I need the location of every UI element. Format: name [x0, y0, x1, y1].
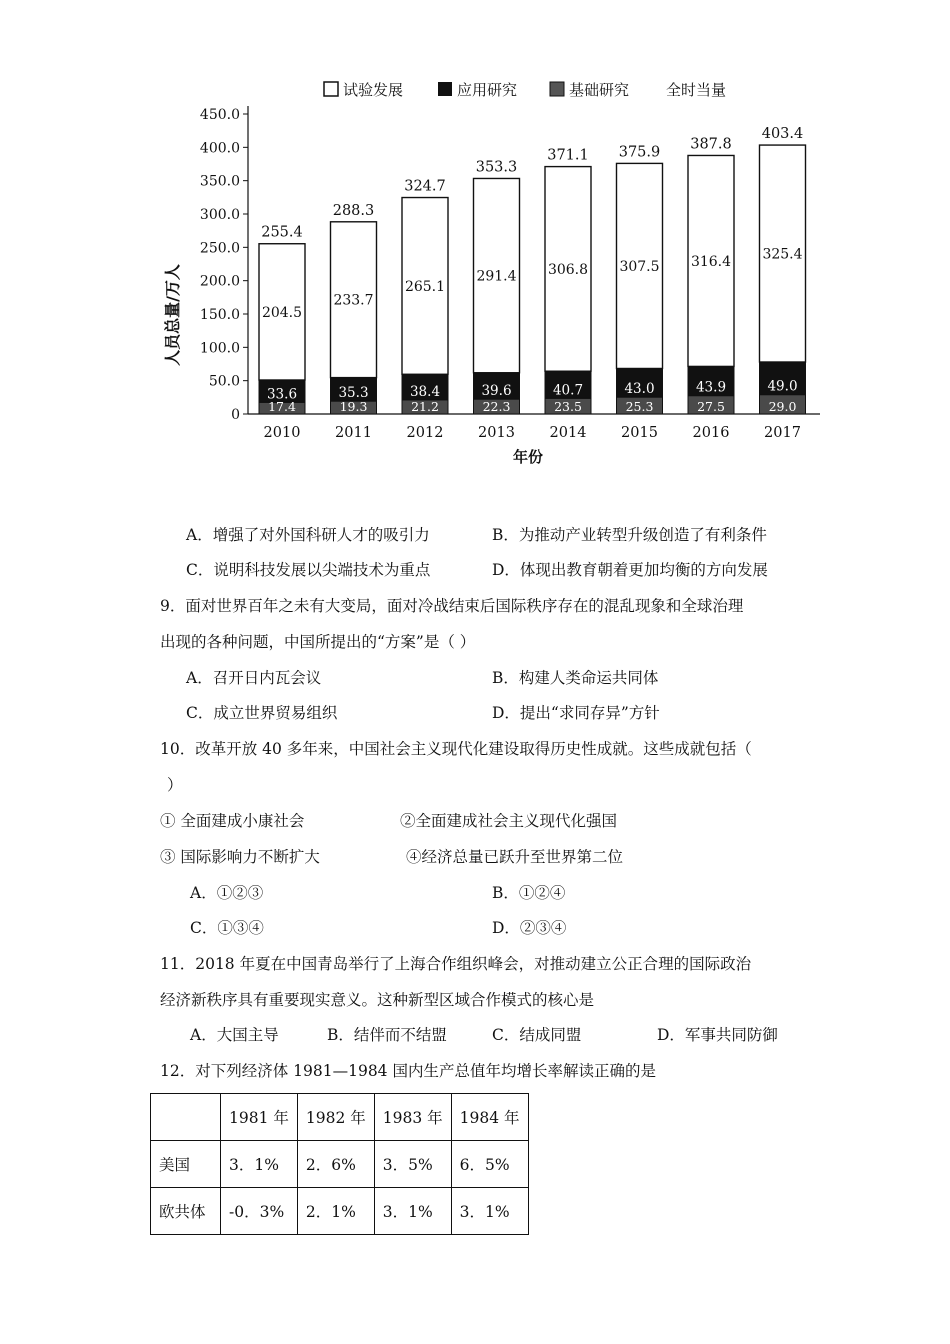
q11-option-a[interactable]: A．大国主导 — [190, 1026, 279, 1044]
q9-option-a[interactable]: A．召开日内瓦会议 — [186, 669, 322, 687]
data-label-total: 288.3 — [332, 202, 375, 219]
data-label-basic: 25.3 — [625, 399, 654, 414]
table-header-cell: 1984 年 — [451, 1094, 528, 1141]
y-tick-label: 300.0 — [199, 207, 240, 223]
x-tick-label: 2017 — [764, 425, 801, 441]
data-label-total: 255.4 — [261, 224, 303, 241]
data-label-applied: 49.0 — [767, 378, 798, 395]
q11-stem-line1: 11．2018 年夏在中国青岛举行了上海合作组织峰会，对推动建立公正合理的国际政治 — [160, 955, 752, 973]
q10-item-3: ③ 国际影响力不断扩大 — [160, 848, 320, 866]
table-header-cell: 1983 年 — [374, 1094, 451, 1141]
q9-option-c[interactable]: C．成立世界贸易组织 — [186, 704, 338, 722]
x-tick-label: 2014 — [549, 425, 587, 441]
data-label-applied: 43.9 — [695, 379, 727, 396]
q11-option-d[interactable]: D．军事共同防御 — [657, 1026, 778, 1044]
table-row — [151, 1188, 529, 1235]
data-label-applied: 38.4 — [409, 383, 441, 400]
gdp-growth-table — [150, 1093, 529, 1235]
data-label-applied: 33.6 — [266, 386, 298, 403]
table-cell: 2．6% — [297, 1141, 374, 1188]
data-label-basic: 22.3 — [482, 399, 511, 414]
data-label-applied: 40.7 — [552, 382, 584, 399]
legend-label-experimental: 试验发展 — [343, 81, 404, 99]
table-cell: 3．1% — [451, 1188, 528, 1235]
q10-option-d[interactable]: D．②③④ — [492, 919, 567, 937]
data-label-experimental: 316.4 — [690, 253, 732, 270]
q10-item-4: ④经济总量已跃升至世界第二位 — [406, 848, 624, 866]
legend-label-applied: 应用研究 — [457, 81, 518, 99]
table-cell: 2．1% — [297, 1188, 374, 1235]
q10-option-c[interactable]: C．①③④ — [190, 919, 264, 937]
data-label-basic: 29.0 — [768, 399, 797, 414]
data-label-total: 324.7 — [404, 178, 446, 195]
data-label-experimental: 325.4 — [762, 246, 803, 263]
q10-item-2: ②全面建成社会主义现代化强国 — [400, 812, 618, 830]
q10-option-a[interactable]: A．①②③ — [190, 884, 264, 902]
table-header-cell — [151, 1094, 221, 1141]
q8-option-c[interactable]: C．说明科技发展以尖端技术为重点 — [186, 561, 431, 579]
x-tick-label: 2016 — [692, 425, 730, 441]
q9-option-d[interactable]: D．提出“求同存异”方针 — [492, 704, 660, 722]
q10-item-1: ① 全面建成小康社会 — [160, 812, 305, 830]
table-row — [151, 1141, 529, 1188]
data-label-basic: 27.5 — [697, 399, 725, 414]
data-label-total: 387.8 — [690, 136, 732, 153]
q8-option-a[interactable]: A．增强了对外国科研人才的吸引力 — [186, 526, 430, 544]
data-label-experimental: 265.1 — [404, 278, 446, 295]
legend-swatch-applied — [438, 82, 452, 96]
q11-option-b[interactable]: B．结伴而不结盟 — [327, 1026, 447, 1044]
q10-stem-line2: ） — [167, 776, 183, 794]
legend-swatch-experimental — [324, 82, 338, 96]
q11-stem-line2: 经济新秩序具有重要现实意义。这种新型区域合作模式的核心是 — [160, 991, 595, 1009]
table-cell: 3．1% — [374, 1188, 451, 1235]
q9-stem-line2: 出现的各种问题，中国所提出的“方案”是（ ） — [160, 633, 476, 651]
data-label-basic: 19.3 — [339, 399, 368, 414]
y-tick-label: 0 — [231, 407, 240, 423]
data-label-basic: 23.5 — [554, 399, 582, 414]
data-label-applied: 43.0 — [624, 381, 655, 398]
table-header-cell: 1981 年 — [221, 1094, 298, 1141]
data-label-basic: 21.2 — [411, 399, 439, 414]
data-label-experimental: 307.5 — [619, 258, 660, 275]
q9-option-b[interactable]: B．构建人类命运共同体 — [492, 669, 659, 687]
x-axis-label: 年份 — [512, 448, 544, 466]
table-cell: 3．5% — [374, 1141, 451, 1188]
data-label-experimental: 291.4 — [476, 268, 517, 285]
data-label-experimental: 233.7 — [333, 292, 374, 309]
data-label-total: 403.4 — [761, 126, 804, 143]
legend-label-basic: 基础研究 — [569, 81, 630, 99]
y-tick-label: 200.0 — [199, 273, 240, 290]
x-tick-label: 2010 — [263, 425, 301, 441]
q9-stem-line1: 9．面对世界百年之未有大变局，面对冷战结束后国际秩序存在的混乱现象和全球治理 — [160, 597, 744, 615]
y-tick-label: 250.0 — [199, 240, 240, 257]
y-tick-label: 450.0 — [199, 107, 240, 123]
q8-option-b[interactable]: B．为推动产业转型升级创造了有利条件 — [492, 526, 767, 544]
x-tick-label: 2013 — [478, 425, 515, 441]
data-label-experimental: 204.5 — [261, 304, 303, 321]
data-label-basic: 17.4 — [268, 399, 296, 414]
y-tick-label: 400.0 — [199, 140, 240, 157]
table-cell: -0．3% — [221, 1188, 298, 1235]
table-cell: 3．1% — [221, 1141, 298, 1188]
x-tick-label: 2015 — [621, 425, 658, 441]
y-tick-label: 100.0 — [199, 340, 240, 357]
table-header-cell: 1982 年 — [297, 1094, 374, 1141]
table-cell: 欧共体 — [151, 1188, 221, 1235]
data-label-applied: 35.3 — [338, 385, 369, 402]
table-header-row — [151, 1094, 529, 1141]
x-tick-label: 2012 — [406, 425, 444, 441]
y-axis-label: 人员总量/万人 — [163, 264, 182, 366]
legend-swatch-basic — [550, 82, 564, 96]
table-cell: 6．5% — [451, 1141, 528, 1188]
table-cell: 美国 — [151, 1141, 221, 1188]
y-tick-label: 150.0 — [199, 307, 240, 323]
x-tick-label: 2011 — [335, 425, 372, 441]
legend-label-fte: 全时当量 — [666, 81, 727, 99]
data-label-total: 353.3 — [475, 159, 518, 176]
q10-option-b[interactable]: B．①②④ — [492, 884, 566, 902]
data-label-total: 375.9 — [618, 144, 661, 161]
y-tick-label: 350.0 — [199, 173, 240, 190]
q10-stem-line1: 10．改革开放 40 多年来，中国社会主义现代化建设取得历史性成就。这些成就包括（ — [160, 740, 752, 758]
data-label-experimental: 306.8 — [547, 261, 589, 278]
q11-option-c[interactable]: C．结成同盟 — [492, 1026, 582, 1044]
data-label-total: 371.1 — [547, 147, 589, 164]
y-tick-label: 50.0 — [208, 373, 240, 390]
rd-personnel-chart — [150, 70, 830, 470]
q8-option-d[interactable]: D．体现出教育朝着更加均衡的方向发展 — [492, 561, 768, 579]
data-label-applied: 39.6 — [481, 383, 512, 400]
chart-legend — [324, 81, 726, 99]
q12-stem: 12．对下列经济体 1981—1984 国内生产总值年均增长率解读正确的是 — [160, 1062, 656, 1080]
